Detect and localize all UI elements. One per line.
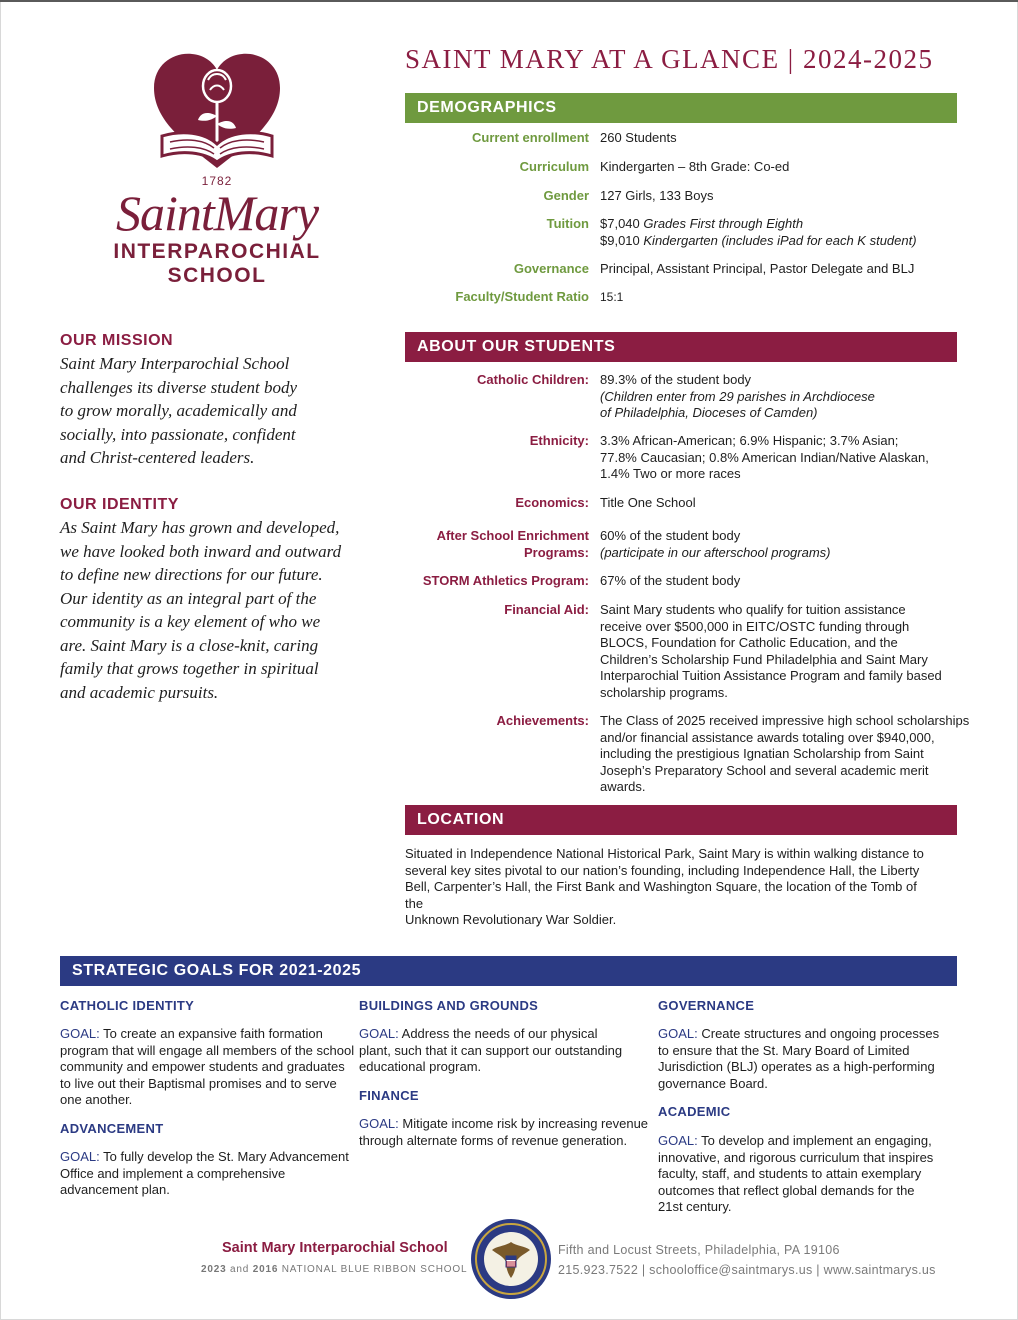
row-value: [600, 372, 962, 422]
row-label: Catholic Children:: [477, 372, 589, 387]
identity-line: and academic pursuits.: [60, 682, 219, 702]
school-logo: [72, 50, 362, 300]
goal-line: 21st century.: [658, 1199, 732, 1214]
ethnicity-line: 1.4% Two or more races: [600, 466, 741, 481]
footer-contact: 215.923.7522 | schooloffice@saintmarys.us | www.saintmarys.us: [558, 1263, 936, 1277]
tuition-note-2: Kindergarten (includes iPad for each K student): [643, 232, 917, 248]
aid-line: Children’s Scholarship Fund Philadelphia and Saint Mary: [600, 651, 928, 667]
goal-heading-buildings: BUILDINGS AND GROUNDS: [359, 998, 539, 1013]
goal-line: educational program.: [359, 1059, 482, 1074]
achievement-line: Joseph’s Preparatory School and several academic merit awards.: [600, 762, 929, 794]
window-top-edge: [0, 0, 1018, 2]
identity-heading: OUR IDENTITY: [60, 496, 179, 513]
row-value: [600, 528, 962, 561]
goal-heading-governance: GOVERNANCE: [658, 998, 755, 1013]
catholic-note-1: (Children enter from 29 parishes in Archdiocese: [600, 388, 875, 404]
goal-line: community and empower students and graduates: [60, 1059, 345, 1074]
goal-line: faculty, staff, and students to attain exemplary: [658, 1166, 922, 1181]
goal-label: GOAL:: [359, 1116, 399, 1131]
goal-line: Jurisdiction (BLJ) operates as a high-performing: [658, 1059, 935, 1074]
row-value: Title One School: [600, 495, 696, 510]
goal-heading-academic: ACADEMIC: [658, 1104, 731, 1119]
goal-line: Address the needs of our physical: [398, 1026, 598, 1041]
logo-name: SaintMary: [115, 185, 319, 241]
goal-text-academic: [658, 1133, 953, 1216]
identity-line: to define new directions for our future.: [60, 565, 323, 584]
blue-ribbon-seal-icon: [470, 1218, 552, 1300]
goal-label: GOAL:: [658, 1026, 698, 1041]
heart-rose-book-icon: [148, 50, 286, 172]
logo-line1: INTERPAROCHIAL: [113, 240, 321, 263]
mission-text: [60, 352, 360, 470]
award-year-2: 2016: [252, 1264, 279, 1275]
goal-line: Mitigate income risk by increasing revenue: [398, 1116, 649, 1131]
row-label: Achievements:: [496, 713, 589, 728]
goal-label: GOAL:: [658, 1133, 698, 1148]
aid-line: Saint Mary students who qualify for tuition assistance: [600, 602, 906, 617]
tuition-amount-1: $7,040: [600, 216, 640, 231]
row-label: Faculty/Student Ratio: [455, 289, 589, 304]
logo-year: 1782: [201, 174, 233, 188]
goal-line: Office and implement a comprehensive: [60, 1165, 286, 1181]
after-school-label-2: Programs:: [523, 544, 589, 560]
page-title: SAINT MARY AT A GLANCE | 2024-2025: [405, 44, 934, 74]
row-label: Curriculum: [519, 159, 589, 174]
footer-address: Fifth and Locust Streets, Philadelphia, PA 19106: [558, 1243, 840, 1257]
row-label: Governance: [513, 261, 589, 276]
goal-line: outcomes that reflect global demands for the: [658, 1182, 915, 1198]
logo-line2: SCHOOL: [167, 264, 267, 287]
mission-line: Saint Mary Interparochial School: [60, 354, 290, 373]
location-header: LOCATION: [405, 805, 957, 835]
goal-line: one another.: [60, 1092, 133, 1107]
goal-line: plant, such that it can support our outstanding: [359, 1042, 623, 1058]
goal-heading-finance: FINANCE: [359, 1088, 419, 1103]
row-value: 260 Students: [600, 130, 677, 145]
goal-line: innovative, and rigorous curriculum that inspires: [658, 1149, 934, 1165]
goal-line: To create an expansive faith formation: [99, 1026, 323, 1041]
goal-text-finance: [359, 1116, 654, 1149]
goal-line: governance Board.: [658, 1075, 768, 1091]
aid-line: Interparochial Tuition Assistance Program and family based: [600, 668, 942, 683]
aid-line: scholarship programs.: [600, 684, 728, 700]
goal-line: program that will engage all members of the school: [60, 1042, 355, 1058]
award-text: NATIONAL BLUE RIBBON SCHOOL: [281, 1264, 468, 1275]
mission-line: challenges its diverse student body: [60, 377, 298, 397]
catholic-note-2: of Philadelphia, Dioceses of Camden): [600, 405, 818, 420]
goal-line: To fully develop the St. Mary Advancement: [99, 1149, 349, 1164]
row-value: 67% of the student body: [600, 573, 741, 588]
after-school-note: (participate in our afterschool programs): [600, 544, 831, 560]
location-line: Situated in Independence National Historical Park, Saint Mary is within walking distance to: [405, 846, 924, 861]
row-label: Current enrollment: [471, 130, 589, 145]
goal-line: through alternate forms of revenue generation.: [359, 1132, 628, 1148]
goal-line: to ensure that the St. Mary Board of Limited: [658, 1042, 910, 1058]
row-value: Principal, Assistant Principal, Pastor Delegate and BLJ: [600, 261, 915, 276]
goal-heading-catholic: CATHOLIC IDENTITY: [60, 998, 195, 1013]
after-school-label-1: After School Enrichment: [436, 528, 589, 543]
location-line: several key sites pivotal to our nation’s founding, including Independence Hall, the Liberty: [405, 862, 920, 878]
location-line: Bell, Carpenter’s Hall, the First Bank and Washington Square, the location of the Tomb of the: [405, 879, 917, 911]
tuition-note-1: Grades First through Eighth: [643, 216, 804, 231]
after-school-value: 60% of the student body: [600, 528, 741, 543]
goal-label: GOAL:: [359, 1026, 399, 1041]
goal-text-catholic: [60, 1026, 355, 1109]
row-label: STORM Athletics Program:: [422, 573, 589, 588]
achievement-line: including the prestigious Ignatian Scholarship from Saint: [600, 746, 924, 761]
footer-school-name: Saint Mary Interparochial School: [222, 1240, 448, 1256]
achievement-line: and/or financial assistance awards totaling over $940,000,: [600, 729, 935, 745]
mission-line: socially, into passionate, confident: [60, 424, 296, 444]
location-text: [405, 846, 930, 929]
row-value: [600, 433, 962, 483]
row-value: 15:1: [600, 290, 624, 304]
catholic-value: 89.3% of the student body: [600, 372, 752, 387]
award-year-1: 2023: [201, 1264, 227, 1275]
location-line: Unknown Revolutionary War Soldier.: [405, 912, 617, 927]
demographics-header: DEMOGRAPHICS: [405, 93, 957, 123]
mission-line: and Christ-centered leaders.: [60, 448, 255, 467]
row-label: [405, 528, 589, 561]
row-label: Economics:: [515, 495, 589, 510]
goal-line: Create structures and ongoing processes: [697, 1026, 940, 1041]
goal-text-buildings: [359, 1026, 654, 1076]
row-value: Kindergarten – 8th Grade: Co-ed: [600, 159, 790, 174]
mission-heading: OUR MISSION: [60, 332, 174, 349]
identity-line: Our identity as an integral part of the: [60, 588, 317, 608]
row-value: [600, 602, 962, 701]
identity-line: community is a key element of who we: [60, 612, 321, 631]
tuition-amount-2: $9,010: [600, 232, 640, 248]
identity-line: we have looked both inward and outward: [60, 541, 342, 561]
row-value: [600, 713, 970, 796]
goal-line: to live out their Baptismal promises and to serve: [60, 1075, 337, 1091]
goal-line: advancement plan.: [60, 1182, 170, 1197]
identity-text: [60, 516, 360, 704]
strategic-header: STRATEGIC GOALS FOR 2021-2025: [60, 956, 957, 986]
goal-text-advancement: [60, 1149, 355, 1199]
row-label: Financial Aid:: [504, 602, 589, 617]
ethnicity-line: 77.8% Caucasian; 0.8% American Indian/Native Alaskan,: [600, 449, 929, 465]
identity-line: family that grows together in spiritual: [60, 659, 319, 678]
mission-line: to grow morally, academically and: [60, 401, 297, 420]
goal-label: GOAL:: [60, 1026, 100, 1041]
goal-label: GOAL:: [60, 1149, 100, 1164]
row-value: [600, 216, 962, 249]
row-label: Gender: [543, 188, 589, 203]
row-label: Ethnicity:: [529, 433, 589, 448]
row-label: Tuition: [546, 216, 589, 231]
goal-heading-advancement: ADVANCEMENT: [60, 1121, 164, 1136]
identity-line: are. Saint Mary is a close-knit, caring: [60, 635, 319, 655]
footer-award: [201, 1264, 467, 1275]
ethnicity-line: 3.3% African-American; 6.9% Hispanic; 3.7% Asian;: [600, 433, 899, 448]
students-header: ABOUT OUR STUDENTS: [405, 332, 957, 362]
row-value: 127 Girls, 133 Boys: [600, 188, 714, 203]
aid-line: receive over $500,000 in EITC/OSTC funding through: [600, 618, 910, 634]
identity-line: As Saint Mary has grown and developed,: [60, 518, 340, 537]
achievement-line: The Class of 2025 received impressive high school scholarships: [600, 713, 970, 728]
aid-line: BLOCS, Foundation for Catholic Education, and the: [600, 635, 898, 650]
award-and: and: [230, 1264, 250, 1275]
goal-text-governance: [658, 1026, 953, 1092]
goal-line: To develop and implement an engaging,: [697, 1133, 932, 1148]
